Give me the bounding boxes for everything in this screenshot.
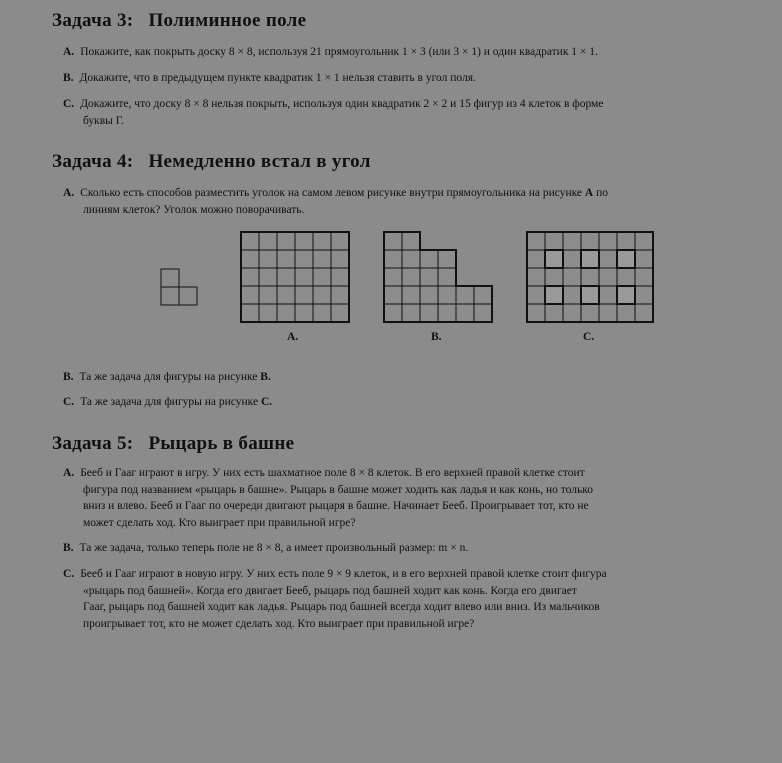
grid-cell bbox=[527, 304, 545, 322]
item-text: Бееб и Гааг играют в новую игру. У них есть поле 9 × 9 клеток, и в его верхней правой клетке стоит фигура bbox=[80, 568, 607, 580]
grid-cell bbox=[474, 286, 492, 304]
grid-cell bbox=[599, 250, 617, 268]
grid-cell bbox=[420, 268, 438, 286]
grid-cell bbox=[635, 286, 653, 304]
task5-item-c bbox=[63, 566, 738, 632]
item-text: Покажите, как покрыть доску 8 × 8, используя 21 прямоугольник 1 × 3 (или 3 × 1) и один квадратик 1 × 1. bbox=[80, 46, 598, 58]
task4-item-a bbox=[63, 185, 738, 218]
item-label: B. bbox=[63, 371, 74, 383]
grid-cell bbox=[545, 268, 563, 286]
grid-cell bbox=[545, 286, 563, 304]
item-label: C. bbox=[63, 396, 75, 408]
grid-cell bbox=[474, 304, 492, 322]
grid-cell bbox=[161, 287, 179, 305]
item-text-continuation: буквы Г. bbox=[83, 114, 125, 127]
grid-cell bbox=[331, 232, 349, 250]
caption-c: C. bbox=[583, 331, 595, 343]
grid-cell bbox=[438, 250, 456, 268]
item-text-continuation: «рыцарь под башней». Когда его двигает Бееб, рыцарь под башней ходит как конь. Когда его двигает bbox=[83, 584, 577, 597]
grid-cell bbox=[581, 250, 599, 268]
grid-cell bbox=[295, 250, 313, 268]
grid-cell bbox=[563, 286, 581, 304]
item-text: Сколько есть способов разместить уголок на самом левом рисунке внутри прямоугольника на рисунке bbox=[80, 187, 583, 199]
grid-cell bbox=[420, 250, 438, 268]
grid-cell bbox=[295, 304, 313, 322]
corner-figure bbox=[160, 268, 200, 306]
grid-cell bbox=[545, 232, 563, 250]
grid-cell bbox=[438, 286, 456, 304]
task3-item-a bbox=[63, 44, 738, 61]
grid-cell bbox=[599, 232, 617, 250]
item-figure-ref: C. bbox=[260, 396, 273, 408]
item-text: Та же задача для фигуры на рисунке bbox=[79, 371, 258, 383]
grid-cell bbox=[527, 232, 545, 250]
grid-cell bbox=[384, 268, 402, 286]
grid-cell bbox=[563, 268, 581, 286]
task3-number: Задача 3: bbox=[52, 10, 134, 31]
grid-cell bbox=[277, 286, 295, 304]
grid-cell bbox=[241, 268, 259, 286]
grid-cell bbox=[402, 250, 420, 268]
grid-cell bbox=[384, 250, 402, 268]
grid-cell bbox=[295, 232, 313, 250]
task5-number: Задача 5: bbox=[52, 433, 134, 454]
grid-cell bbox=[527, 268, 545, 286]
grid-cell bbox=[331, 268, 349, 286]
grid-cell bbox=[545, 250, 563, 268]
grid-cell bbox=[259, 268, 277, 286]
item-text-end: по bbox=[596, 187, 608, 199]
grid-cell bbox=[617, 250, 635, 268]
grid-cell bbox=[563, 250, 581, 268]
item-text-continuation: фигура под названием «рыцарь в башне». Рыцарь в башне может ходить как ладья и как конь, но только bbox=[83, 483, 593, 496]
item-label: B. bbox=[63, 542, 74, 554]
grid-cell bbox=[563, 232, 581, 250]
grid-cell bbox=[331, 286, 349, 304]
grid-cell bbox=[259, 250, 277, 268]
grid-cell bbox=[456, 304, 474, 322]
item-text: Докажите, что доску 8 × 8 нельзя покрыть, используя один квадратик 2 × 2 и 15 фигур из 4 клеток в форме bbox=[80, 98, 604, 110]
grid-cell bbox=[241, 304, 259, 322]
grid-cell bbox=[599, 286, 617, 304]
figure-a-grid bbox=[240, 231, 352, 324]
grid-cell bbox=[384, 232, 402, 250]
item-figure-ref: B. bbox=[260, 371, 271, 383]
task4-number: Задача 4: bbox=[52, 151, 134, 172]
grid-cell bbox=[438, 304, 456, 322]
grid-cell bbox=[179, 287, 197, 305]
grid-cell bbox=[241, 250, 259, 268]
grid-cell bbox=[402, 286, 420, 304]
grid-cell bbox=[599, 268, 617, 286]
task4-item-c bbox=[63, 394, 738, 411]
grid-cell bbox=[331, 304, 349, 322]
item-label: C. bbox=[63, 98, 75, 110]
grid-cell bbox=[438, 268, 456, 286]
grid-cell bbox=[545, 304, 563, 322]
grid-cell bbox=[420, 304, 438, 322]
task5-heading bbox=[52, 433, 294, 455]
grid-cell bbox=[277, 250, 295, 268]
task3-item-b bbox=[63, 70, 738, 87]
item-label: A. bbox=[63, 467, 75, 479]
item-label: A. bbox=[63, 46, 75, 58]
grid-cell bbox=[259, 232, 277, 250]
grid-cell bbox=[527, 250, 545, 268]
grid-cell bbox=[295, 286, 313, 304]
grid-cell bbox=[617, 304, 635, 322]
grid-cell bbox=[259, 304, 277, 322]
grid-cell bbox=[402, 304, 420, 322]
grid-cell bbox=[313, 304, 331, 322]
grid-cell bbox=[617, 232, 635, 250]
grid-cell bbox=[635, 250, 653, 268]
grid-cell bbox=[313, 232, 331, 250]
item-label: A. bbox=[63, 187, 75, 199]
grid-cell bbox=[581, 268, 599, 286]
grid-cell bbox=[402, 232, 420, 250]
task4-heading bbox=[52, 151, 371, 173]
grid-cell bbox=[313, 286, 331, 304]
item-text: Та же задача, только теперь поле не 8 × 8, а имеет произвольный размер: m × n. bbox=[79, 542, 469, 554]
task3-item-c bbox=[63, 96, 738, 129]
grid-cell bbox=[259, 286, 277, 304]
figure-b-grid bbox=[383, 231, 495, 324]
caption-b: B. bbox=[431, 331, 442, 343]
figure-c-grid bbox=[526, 231, 656, 324]
task4-item-b bbox=[63, 369, 738, 386]
grid-cell bbox=[161, 269, 179, 287]
grid-cell bbox=[581, 232, 599, 250]
task5-title: Рыцарь в башне bbox=[148, 433, 295, 454]
item-text: Бееб и Гааг играют в игру. У них есть шахматное поле 8 × 8 клеток. В его верхней правой клетке стоит bbox=[80, 467, 585, 479]
grid-cell bbox=[313, 250, 331, 268]
grid-cell bbox=[635, 232, 653, 250]
item-figure-ref: A bbox=[584, 187, 594, 199]
grid-cell bbox=[313, 268, 331, 286]
grid-cell bbox=[635, 268, 653, 286]
task3-title: Полиминное поле bbox=[148, 10, 307, 31]
grid-cell bbox=[563, 304, 581, 322]
grid-cell bbox=[241, 286, 259, 304]
item-text: Докажите, что в предыдущем пункте квадратик 1 × 1 нельзя ставить в угол поля. bbox=[79, 72, 476, 84]
grid-cell bbox=[420, 286, 438, 304]
grid-cell bbox=[581, 286, 599, 304]
item-label: C. bbox=[63, 568, 75, 580]
item-text-continuation: Гааг, рыцарь под башней ходит как ладья. Рыцарь под башней всегда ходит влево или вниз. Из мальчиков bbox=[83, 601, 600, 613]
item-text-continuation: линиям клеток? Уголок можно поворачивать. bbox=[83, 203, 305, 216]
grid-cell bbox=[617, 268, 635, 286]
item-label: B. bbox=[63, 72, 74, 84]
grid-cell bbox=[599, 304, 617, 322]
grid-cell bbox=[331, 250, 349, 268]
grid-cell bbox=[456, 286, 474, 304]
grid-cell bbox=[581, 304, 599, 322]
item-text-continuation: проигрывает тот, кто не может сделать ход. Кто выиграет при правильной игре? bbox=[83, 617, 475, 630]
task5-item-a bbox=[63, 465, 738, 531]
grid-cell bbox=[277, 268, 295, 286]
task5-item-b bbox=[63, 540, 738, 557]
grid-cell bbox=[635, 304, 653, 322]
task3-heading bbox=[52, 10, 306, 32]
caption-a: A. bbox=[287, 331, 299, 343]
item-text: Та же задача для фигуры на рисунке bbox=[80, 396, 259, 408]
item-text-continuation: может сделать ход. Кто выиграет при правильной игре? bbox=[83, 516, 356, 529]
grid-cell bbox=[384, 304, 402, 322]
grid-cell bbox=[527, 286, 545, 304]
task4-title: Немедленно встал в угол bbox=[148, 151, 371, 172]
grid-cell bbox=[295, 268, 313, 286]
grid-cell bbox=[617, 286, 635, 304]
grid-cell bbox=[277, 304, 295, 322]
grid-cell bbox=[241, 232, 259, 250]
item-text-continuation: вниз и влево. Бееб и Гааг по очереди двигают рыцаря в башне. Начинает Бееб. Проигрывает тот, кто не bbox=[83, 500, 589, 512]
grid-cell bbox=[402, 268, 420, 286]
grid-cell bbox=[384, 286, 402, 304]
grid-cell bbox=[277, 232, 295, 250]
